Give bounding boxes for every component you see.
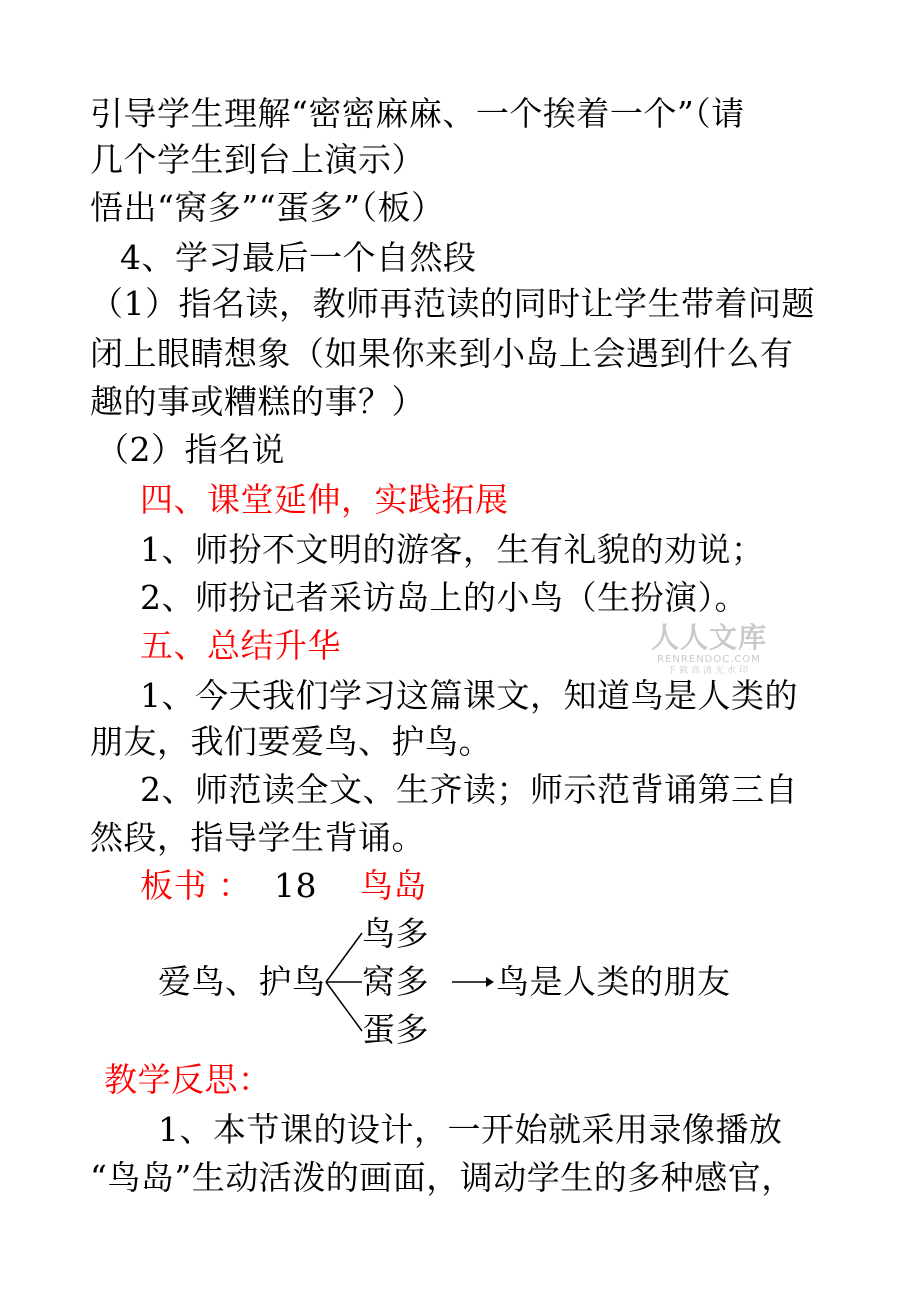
watermark-tagline: 下载高清无水印	[666, 666, 751, 676]
paragraph-line: （1）指名读，教师再范读的同时让学生带着问题	[90, 284, 815, 323]
paragraph-line: 1、本节课的设计，一开始就采用录像播放	[158, 1110, 783, 1149]
board-branch: 鸟多	[362, 914, 429, 953]
watermark	[648, 622, 770, 677]
watermark-site: RENRENDOC.COM	[657, 654, 761, 665]
board-branch: 窝多	[362, 962, 429, 1001]
paragraph-line: 1、今天我们学习这篇课文，知道鸟是人类的	[140, 676, 798, 715]
paragraph-line: 4、学习最后一个自然段	[120, 238, 477, 277]
board-conclusion: 鸟是人类的朋友	[496, 962, 731, 1001]
board-branch: 蛋多	[362, 1010, 429, 1049]
paragraph-line: 趣的事或糟糕的事？）	[90, 382, 425, 421]
paragraph-line: （2）指名说	[96, 430, 285, 469]
lesson-number: 18	[274, 866, 317, 905]
paragraph-line: 然段，指导学生背诵。	[90, 818, 425, 857]
branch-line-upper	[326, 933, 362, 982]
paragraph-line: 1、师扮不文明的游客，生有礼貌的劝说；	[140, 530, 765, 569]
section-heading: 五、总结升华	[140, 626, 341, 665]
paragraph-line: 悟出“窝多”“蛋多”（板）	[90, 188, 445, 227]
board-left-text: 爱鸟、护鸟	[158, 962, 326, 1001]
watermark-logo: 人人文库	[650, 621, 767, 654]
lesson-title: 鸟岛	[360, 866, 427, 905]
paragraph-line: 闭上眼睛想象（如果你来到小岛上会遇到什么有	[90, 334, 794, 373]
section-heading: 四、课堂延伸，实践拓展	[140, 480, 509, 519]
reflection-heading: 教学反思：	[104, 1060, 272, 1099]
paragraph-line: 引导学生理解“密密麻麻、一个挨着一个”（请	[90, 94, 745, 133]
paragraph-line: 2、师扮记者采访岛上的小鸟（生扮演）。	[140, 578, 748, 617]
board-label: 板书 ：	[140, 866, 252, 905]
paragraph-line: 几个学生到台上演示）	[90, 140, 425, 179]
paragraph-line: 朋友，我们要爱鸟、护鸟。	[90, 722, 492, 761]
branch-line-lower	[326, 982, 362, 1031]
arrow-head-icon	[486, 977, 494, 987]
paragraph-line: “鸟岛”生动活泼的画面，调动学生的多种感官，	[90, 1158, 795, 1197]
paragraph-line: 2、师范读全文、生齐读；师示范背诵第三自	[140, 770, 798, 809]
